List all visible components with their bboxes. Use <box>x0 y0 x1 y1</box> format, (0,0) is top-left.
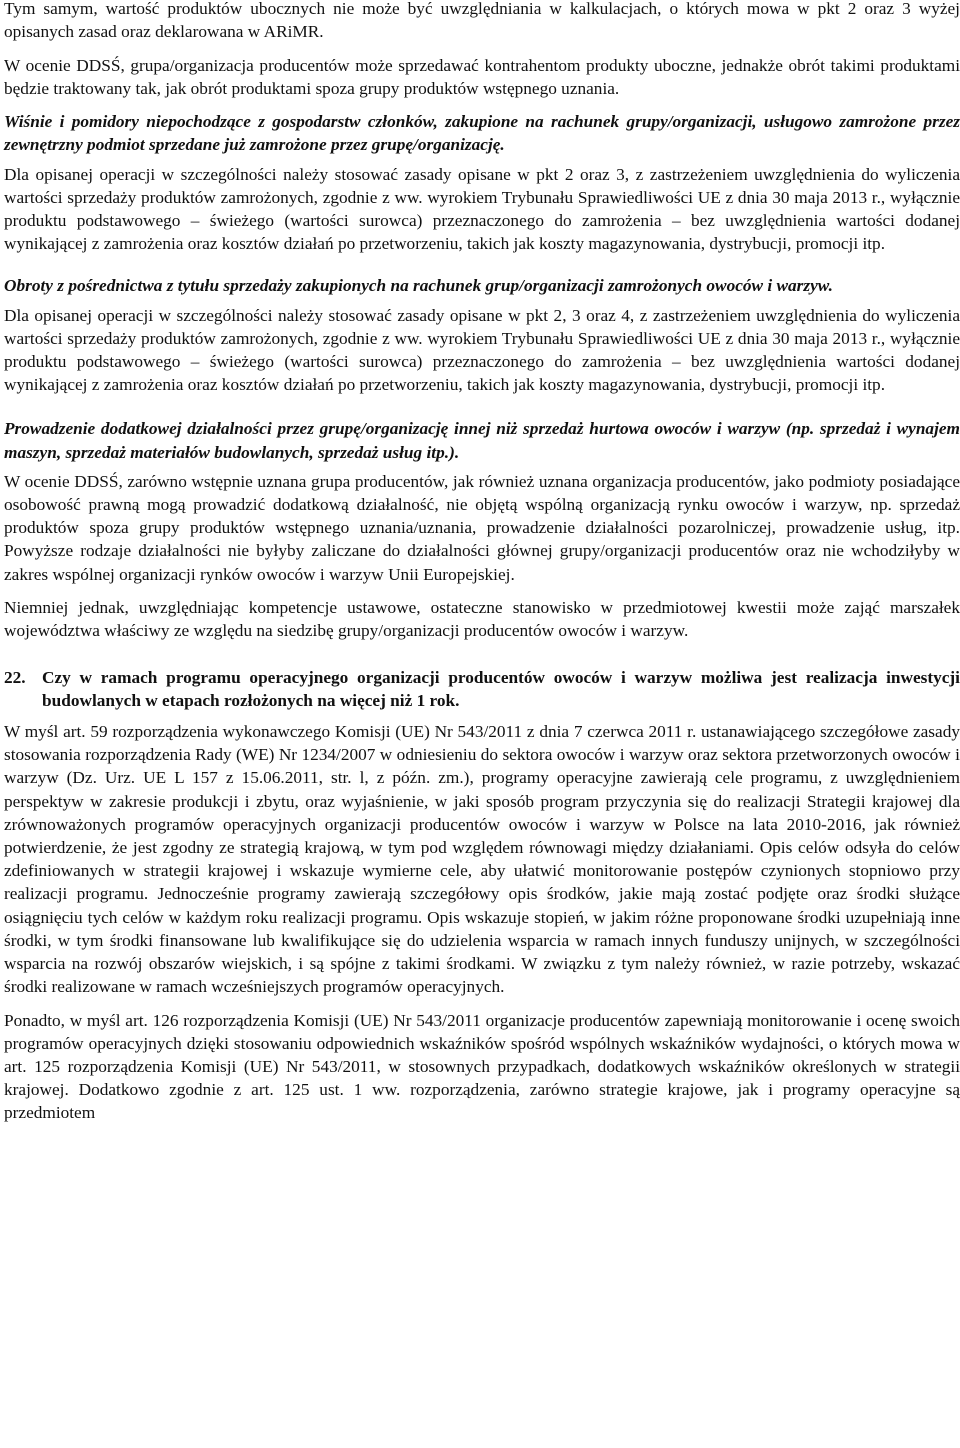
paragraph-marshal-competence: Niemniej jednak, uwzględniając kompetencje ustawowe, ostateczne stanowisko w przedmiotowej kwestii może zająć marszałek województwa właściwy ze względu na siedzibę grupy/organizacji producentów owoców i warzyw. <box>4 598 960 641</box>
heading-cherries-tomatoes: Wiśnie i pomidory niepochodzące z gospodarstw członków, zakupione na rachunek grupy/organizacji, usługowo zamrożone przez zewnętrzny podmiot sprzedane już zamrożone przez grupę/organizację. <box>4 112 960 155</box>
paragraph-by-products-value: Tym samym, wartość produktów ubocznych nie może być uwzględniania w kalkulacjach, o których mowa w pkt 2 oraz 3 wyżej opisanych zasad oraz deklarowana w ARiMR. <box>4 0 960 42</box>
heading-additional-activity: Prowadzenie dodatkowej działalności przez grupę/organizację innej niż sprzedaż hurtowa owoców i warzyw (np. sprzedaż i wynajem maszyn, sprzedaż materiałów budowlanych, sprzedaż usług itp.). <box>4 419 960 462</box>
paragraph-art-126: Ponadto, w myśl art. 126 rozporządzenia Komisji (UE) Nr 543/2011 organizacje producentów zapewniają monitorowanie i ocenę swoich programów operacyjnych dzięki stosowaniu odpowiednich wskaźników spośród wspólnych wskaźników wydajności, o których mowa w art. 125 rozporządzenia Komisji (UE) Nr 543/2011, w stosownych przypadkach, dodatkowych wskaźników określonych w strategii krajowej. Dodatkowo zgodnie z art. 125 ust. 1 ww. rozporządzenia, zarówno strategie krajowe, jak i programy operacyjne są przedmiotem <box>4 1010 960 1123</box>
paragraph-operation-rules-1: Dla opisanej operacji w szczególności należy stosować zasady opisane w pkt 2 oraz 3, z zastrzeżeniem uwzględnienia do wyliczenia wartości sprzedaży produktów zamrożonych, zgodnie z ww. wyrokiem Trybunału Sprawiedliwości UE z dnia 30 maja 2013 r., wyłącznie produktu podstawowego – świeżego (wartości surowca) przeznaczonego do zamrożenia – bez uwzględnienia wartości dodanej wynikającej z zamrożenia oraz kosztów działań po przetworzeniu, takich jak koszty magazynowania, dystrybucji, promocji itp. <box>4 164 960 254</box>
paragraph-ddss-by-products-trade: W ocenie DDSŚ, grupa/organizacja producentów może sprzedawać kontrahentom produkty uboczne, jednakże obrót takimi produktami będzie traktowany tak, jak obrót produktami spoza grupy produktów wstępnego uznania. <box>4 55 960 98</box>
heading-intermediation-turnover: Obroty z pośrednictwa z tytułu sprzedaży zakupionych na rachunek grup/organizacji zamrożonych owoców i warzyw. <box>4 276 833 296</box>
paragraph-art-59: W myśl art. 59 rozporządzenia wykonawczego Komisji (UE) Nr 543/2011 z dnia 7 czerwca 2011 r. ustanawiającego szczegółowe zasady stosowania rozporządzenia Rady (WE) Nr 1234/2007 w odniesieniu do sektora owoców i warzyw oraz sektora przetworzonych owoców i warzyw (Dz. Urz. UE L 157 z 15.06.2011, str. l, z późn. zm.), programy operacyjne zawierają cele programu, z uwzględnieniem perspektyw w zakresie produkcji i zbytu, oraz wyjaśnienie, w jaki sposób program przyczynia się do realizacji Strategii krajowej dla zrównoważonych programów operacyjnych organizacji producentów owoców i warzyw w Polsce na lata 2010-2016, jak również potwierdzenie, że jest zgodny ze strategią krajową, w tym pod względem równowagi między działaniami. Opis celów odsyła do celów zdefiniowanych w strategii krajowej i wskazuje wymierne cele, aby ułatwić monitorowanie postępów czynionych stopniowo przy realizacji programu. Jednocześnie programy zawierają szczegółowy opis środków, jakie mają zostać podjęte oraz środki służące osiągnięciu tych celów w każdym roku realizacji programu. Opis wskazuje stopień, w jakim różne proponowane środki uzupełniają inne środki, w tym środki finansowane lub kwalifikujące się do udzielenia wsparcia w ramach innych funduszy unijnych, w szczególności wsparcia na rozwój obszarów wiejskich, i są spójne z takimi środkami. W związku z tym należy również, w razie potrzeby, wskazać środki realizowane w ramach wcześniejszych programów operacyjnych. <box>4 722 960 997</box>
question-22 <box>4 666 960 712</box>
paragraph-operation-rules-2: Dla opisanej operacji w szczególności należy stosować zasady opisane w pkt 2, 3 oraz 4, z zastrzeżeniem uwzględnienia do wyliczenia wartości sprzedaży produktów zamrożonych, zgodnie z ww. wyrokiem Trybunału Sprawiedliwości UE z dnia 30 maja 2013 r., wyłącznie produktu podstawowego – świeżego (wartości surowca) przeznaczonego do zamrożenia – bez uwzględnienia wartości dodanej wynikającej z zamrożenia oraz kosztów działań po przetworzeniu, takich jak koszty magazynowania, dystrybucji, promocji itp. <box>4 305 960 395</box>
question-number: 22. <box>4 667 26 687</box>
question-text: Czy w ramach programu operacyjnego organizacji producentów owoców i warzyw możliwa jest realizacja inwestycji budowlanych w etapach rozłożonych na więcej niż 1 rok. <box>42 667 960 710</box>
paragraph-ddss-additional-activity: W ocenie DDSŚ, zarówno wstępnie uznana grupa producentów, jak również uznana organizacja producentów, jako podmioty posiadające osobowość prawną mogą prowadzić dodatkową działalność, nie objętą wspólną organizacją rynku owoców i warzyw, np. sprzedaż produktów spoza grupy produktów wstępnego uznania/uznania, prowadzenie działalności pozarolniczej, prowadzenie usług, itp. Powyższe rodzaje działalności nie byłyby zaliczane do działalności głównej grupy/organizacji producentów oraz nie wchodziłyby w zakres wspólnej organizacji rynków owoców i warzyw Unii Europejskiej. <box>4 471 960 584</box>
